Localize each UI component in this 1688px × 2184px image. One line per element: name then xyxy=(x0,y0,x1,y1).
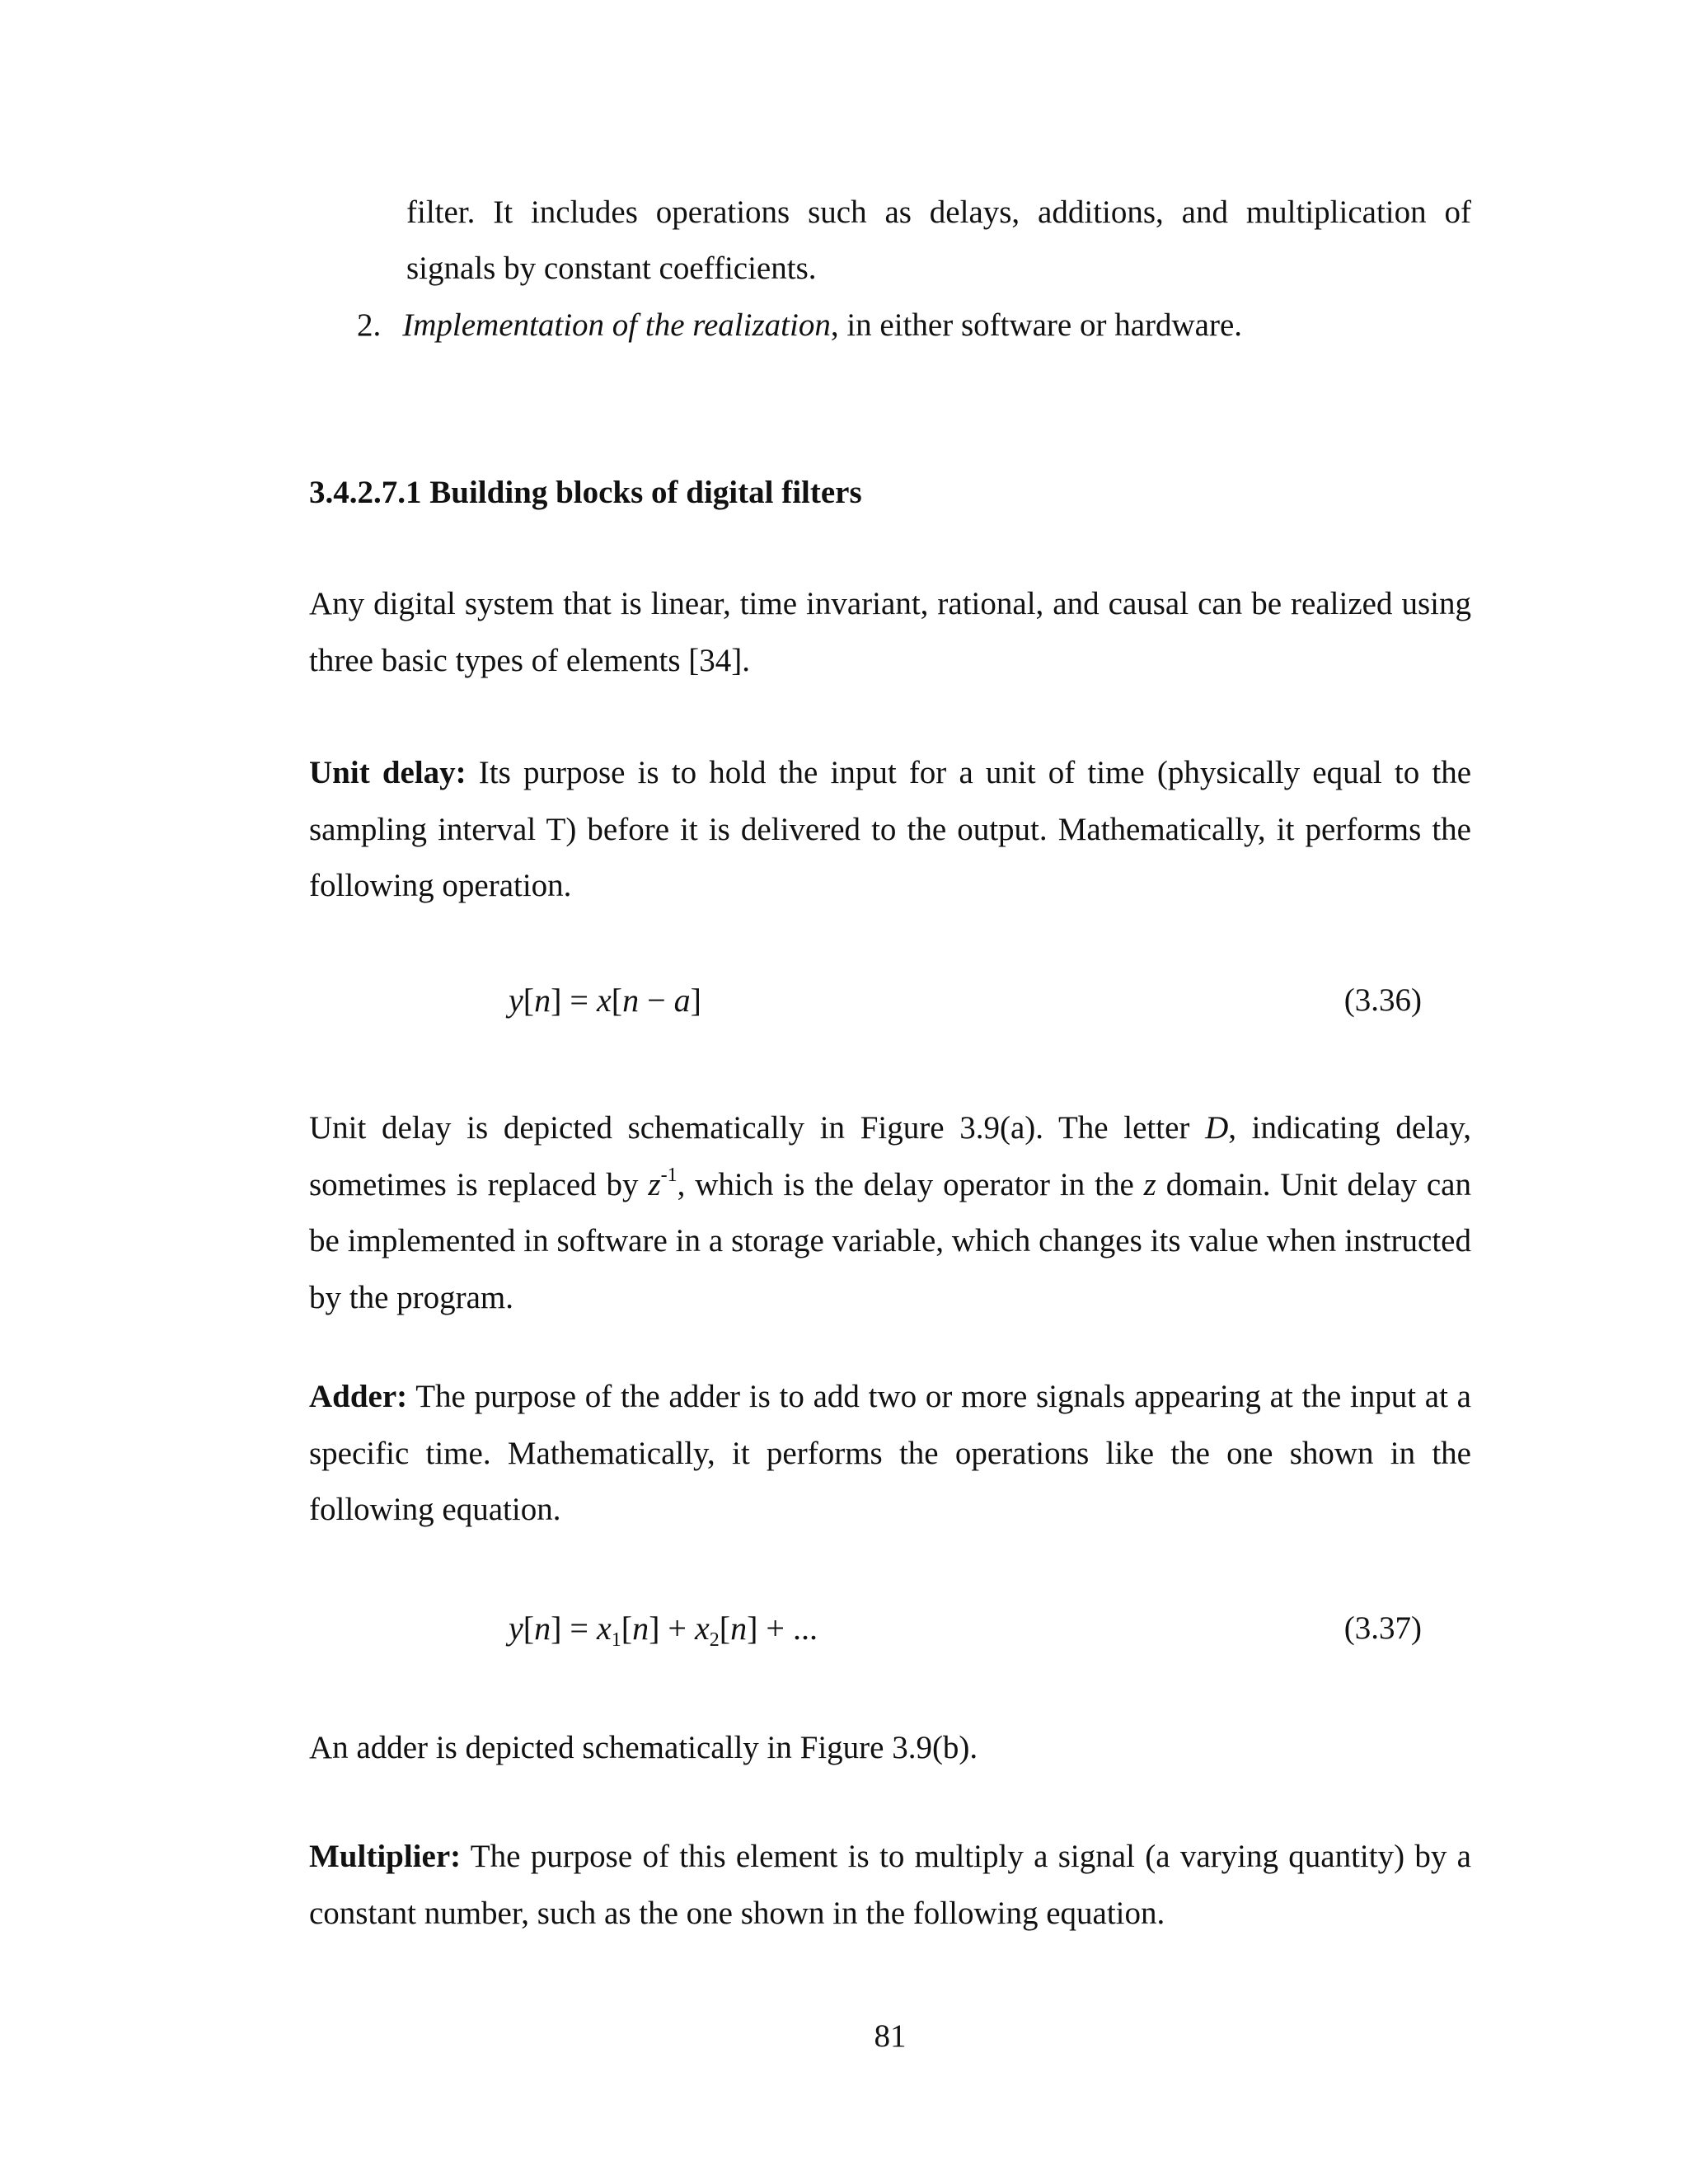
intro-paragraph: Any digital system that is linear, time invariant, rational, and causal can be realized using three basic types of elements [34]. xyxy=(309,586,1471,678)
list-item-2-number: 2. xyxy=(357,307,382,343)
unit-delay-label: Unit delay: xyxy=(309,755,467,790)
equation-3-36: y[n] = x[n − a] xyxy=(509,982,701,1019)
list-item-1-continuation: filter. It includes operations such as delays, additions, and multiplication of xyxy=(406,194,1471,230)
adder-label: Adder: xyxy=(309,1379,408,1414)
list-item-2-italic: Implementation of the realization xyxy=(402,307,831,343)
equation-number-3-36: (3.36) xyxy=(1343,982,1422,1018)
unit-delay-text: Its purpose is to hold the input for a unit of time (physically equal to the sampling interval T) before it is delivered to the output. Mathematically, it performs the following operation. xyxy=(309,755,1471,903)
adder-paragraph xyxy=(309,1369,1471,1539)
equation-3-37: $y[n] = x_1[n] + x_2[n]$ + ... xyxy=(509,1610,818,1651)
multiplier-text: The purpose of this element is to multiply a signal (a varying quantity) by a constant number, such as the one shown in the following equation. xyxy=(309,1839,1471,1931)
multiplier-paragraph xyxy=(309,1829,1471,1942)
adder-description: An adder is depicted schematically in Figure 3.9(b). xyxy=(309,1730,978,1765)
page-number: 81 xyxy=(874,2018,907,2054)
list-item-1-continuation-end: signals by constant coefficients. xyxy=(406,251,817,286)
section-heading: 3.4.2.7.1 Building blocks of digital filters xyxy=(309,475,862,510)
equation-number-3-37: (3.37) xyxy=(1343,1610,1422,1646)
adder-text: The purpose of the adder is to add two or more signals appearing at the input at a specific time. Mathematically, it performs the operations like the one shown in the following equation. xyxy=(309,1379,1471,1527)
unit-delay-description: Unit delay is depicted schematically in Figure 3.9(a). The letter D, indicating delay, sometimes is replaced by $z^{-1}$, which is the delay operator in the z domain. Unit delay can be implemented in software in a storage variable, which changes its value when instructed by the program. xyxy=(309,1110,1471,1315)
list-item-2 xyxy=(357,305,1242,346)
list-item-2-rest: , in either software or hardware. xyxy=(830,307,1243,343)
multiplier-label: Multiplier: xyxy=(309,1839,462,1874)
unit-delay-paragraph xyxy=(309,745,1471,915)
